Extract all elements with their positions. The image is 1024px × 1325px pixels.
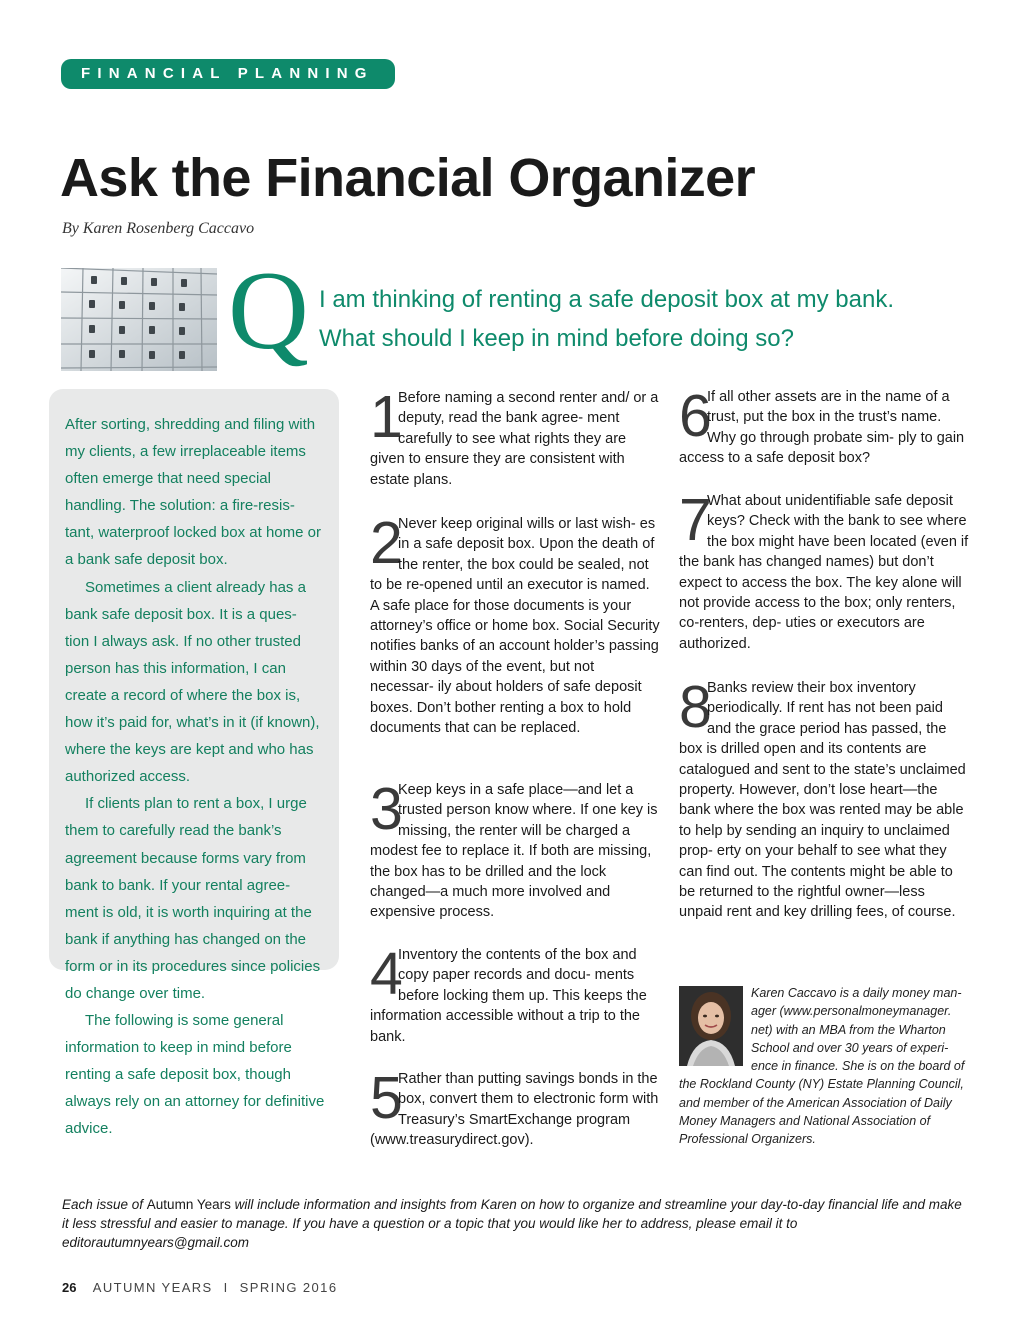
tip-number: 7 bbox=[679, 487, 712, 553]
author-bio-text: Karen Caccavo is a daily money man- ager (www.personalmoneymanager. net) with an MBA from the Wharton School and over 30 years of experi- ence in finance. She is on the board of the Rockland County (NY) Estate Planning Council, and member of the American Association of Daily Money Managers and National Association of Professional Organizers. bbox=[679, 986, 965, 1147]
tip-number: 5 bbox=[370, 1065, 403, 1131]
article-title: Ask the Financial Organizer bbox=[60, 148, 756, 208]
page-folio bbox=[62, 1280, 337, 1295]
footer-note bbox=[62, 1195, 962, 1252]
tips-column-right bbox=[679, 383, 969, 923]
issue-date: SPRING 2016 bbox=[239, 1280, 338, 1295]
tip-text: Keep keys in a safe place—and let a trusted person know where. If one key is missing, the renter will be charged a modest fee to replace it. If both are missing, the box has to be drilled and the lock changed—a much more involved and expensive process. bbox=[370, 782, 658, 921]
tip-number: 3 bbox=[370, 776, 403, 842]
folio-separator: I bbox=[223, 1280, 229, 1295]
question-q-letter: Q bbox=[228, 249, 309, 373]
tip-item bbox=[370, 510, 660, 780]
intro-sidebar bbox=[49, 389, 339, 1138]
tip-number: 4 bbox=[370, 941, 403, 1007]
footer-note-part: will include information and insights from Karen on how to organize and streamline your day-to-day financial life and make it less stressful and easier to manage. If you have a question or a topic that you would like her to address, please email it to editorautumnyears@gmail.com bbox=[62, 1197, 962, 1250]
sidebar-paragraph: If clients plan to rent a box, I urge them to carefully read the bank’s agreement because forms vary from bank to bank. If your rental agree- ment is old, it is worth inquiring at the bank if anything has changed on the form or in its procedures since policies do change over time. bbox=[65, 795, 321, 1002]
tip-text: Before naming a second renter and/ or a deputy, read the bank agree- ment carefully to see what rights they are given to ensure they are consistent with estate plans. bbox=[370, 390, 659, 488]
sidebar-paragraph: Sometimes a client already has a bank safe deposit box. It is a ques- tion I always ask. If no other trusted person has this information, I can create a record of where the box is, how it’s paid for, what’s in it (if known), where the keys are kept and who has authorized access. bbox=[65, 578, 320, 786]
section-label: FINANCIAL PLANNING bbox=[61, 59, 395, 89]
footer-note-part: Each issue of bbox=[62, 1197, 147, 1212]
tip-item bbox=[370, 941, 660, 1069]
safe-deposit-boxes-photo bbox=[61, 268, 217, 371]
tip-item bbox=[370, 1065, 660, 1151]
sidebar-paragraph: After sorting, shredding and filing with my clients, a few irreplaceable items often emerge that need special handling. The solution: a fire-resis- tant, waterproof locked box at home or a bank safe deposit box. bbox=[65, 416, 321, 569]
question-line: What should I keep in mind before doing so? bbox=[319, 325, 794, 352]
tip-number: 2 bbox=[370, 510, 403, 576]
tip-number: 8 bbox=[679, 674, 712, 740]
tip-item bbox=[370, 776, 660, 945]
tip-text: Inventory the contents of the box and copy paper records and docu- ments before locking them up. This keeps the information accessible without a trip to the bank. bbox=[370, 947, 647, 1045]
byline: By Karen Rosenberg Caccavo bbox=[62, 220, 255, 237]
sidebar-paragraph: The following is some general information to keep in mind before renting a safe deposit box, though always rely on an attorney for definitive advice. bbox=[65, 1012, 325, 1138]
publication-name: AUTUMN YEARS bbox=[92, 1280, 213, 1295]
page-number: 26 bbox=[62, 1280, 77, 1295]
tip-number: 6 bbox=[679, 383, 712, 449]
tip-text: Rather than putting savings bonds in the box, convert them to electronic form with Treasury’s SmartExchange program (www.treasurydirect.gov). bbox=[370, 1071, 659, 1149]
tips-column-middle bbox=[370, 384, 660, 1151]
tip-text: What about unidentifiable safe deposit keys? Check with the bank to see where the box might have been located (even if the bank has changed names) but don’t expect to access the box. The key alone will not provide access to the box; only renters, co-renters, dep- uties or executors are authorized. bbox=[679, 493, 969, 652]
question-line: I am thinking of renting a safe deposit box at my bank. bbox=[319, 286, 894, 313]
tip-item bbox=[679, 383, 969, 491]
question-text bbox=[319, 280, 979, 358]
magazine-name: Autumn Years bbox=[146, 1197, 231, 1212]
tip-text: If all other assets are in the name of a trust, put the box in the trust’s name. Why go through probate sim- ply to gain access to a safe deposit box? bbox=[679, 389, 965, 467]
tip-item bbox=[370, 384, 660, 514]
author-bio bbox=[679, 984, 969, 1149]
tip-item bbox=[679, 674, 969, 923]
tip-number: 1 bbox=[370, 384, 403, 450]
tip-text: Never keep original wills or last wish- es in a safe deposit box. Upon the death of the renter, the box could be sealed, not to be re-opened until an executor is named. A safe place for those documents is your attorney’s office or home box. Social Security notifies banks of an account holder’s passing within 30 days of the event, but not necessar- ily about holders of safe deposit boxes. Don’t bother renting a box to hold documents that can be replaced. bbox=[370, 516, 660, 737]
tip-text: Banks review their box inventory periodically. If rent has not been paid and the grace period has passed, the box is drilled open and its contents are catalogued and sent to the state’s unclaimed property. However, don’t lose heart—the bank where the box was rented may be able to help by sending an inquiry to unclaimed prop- erty on your behalf to see what they can find out. The contents might be able to be returned to the rightful owner—less unpaid rent and key drilling fees, of course. bbox=[679, 680, 966, 921]
tip-item bbox=[679, 487, 969, 678]
